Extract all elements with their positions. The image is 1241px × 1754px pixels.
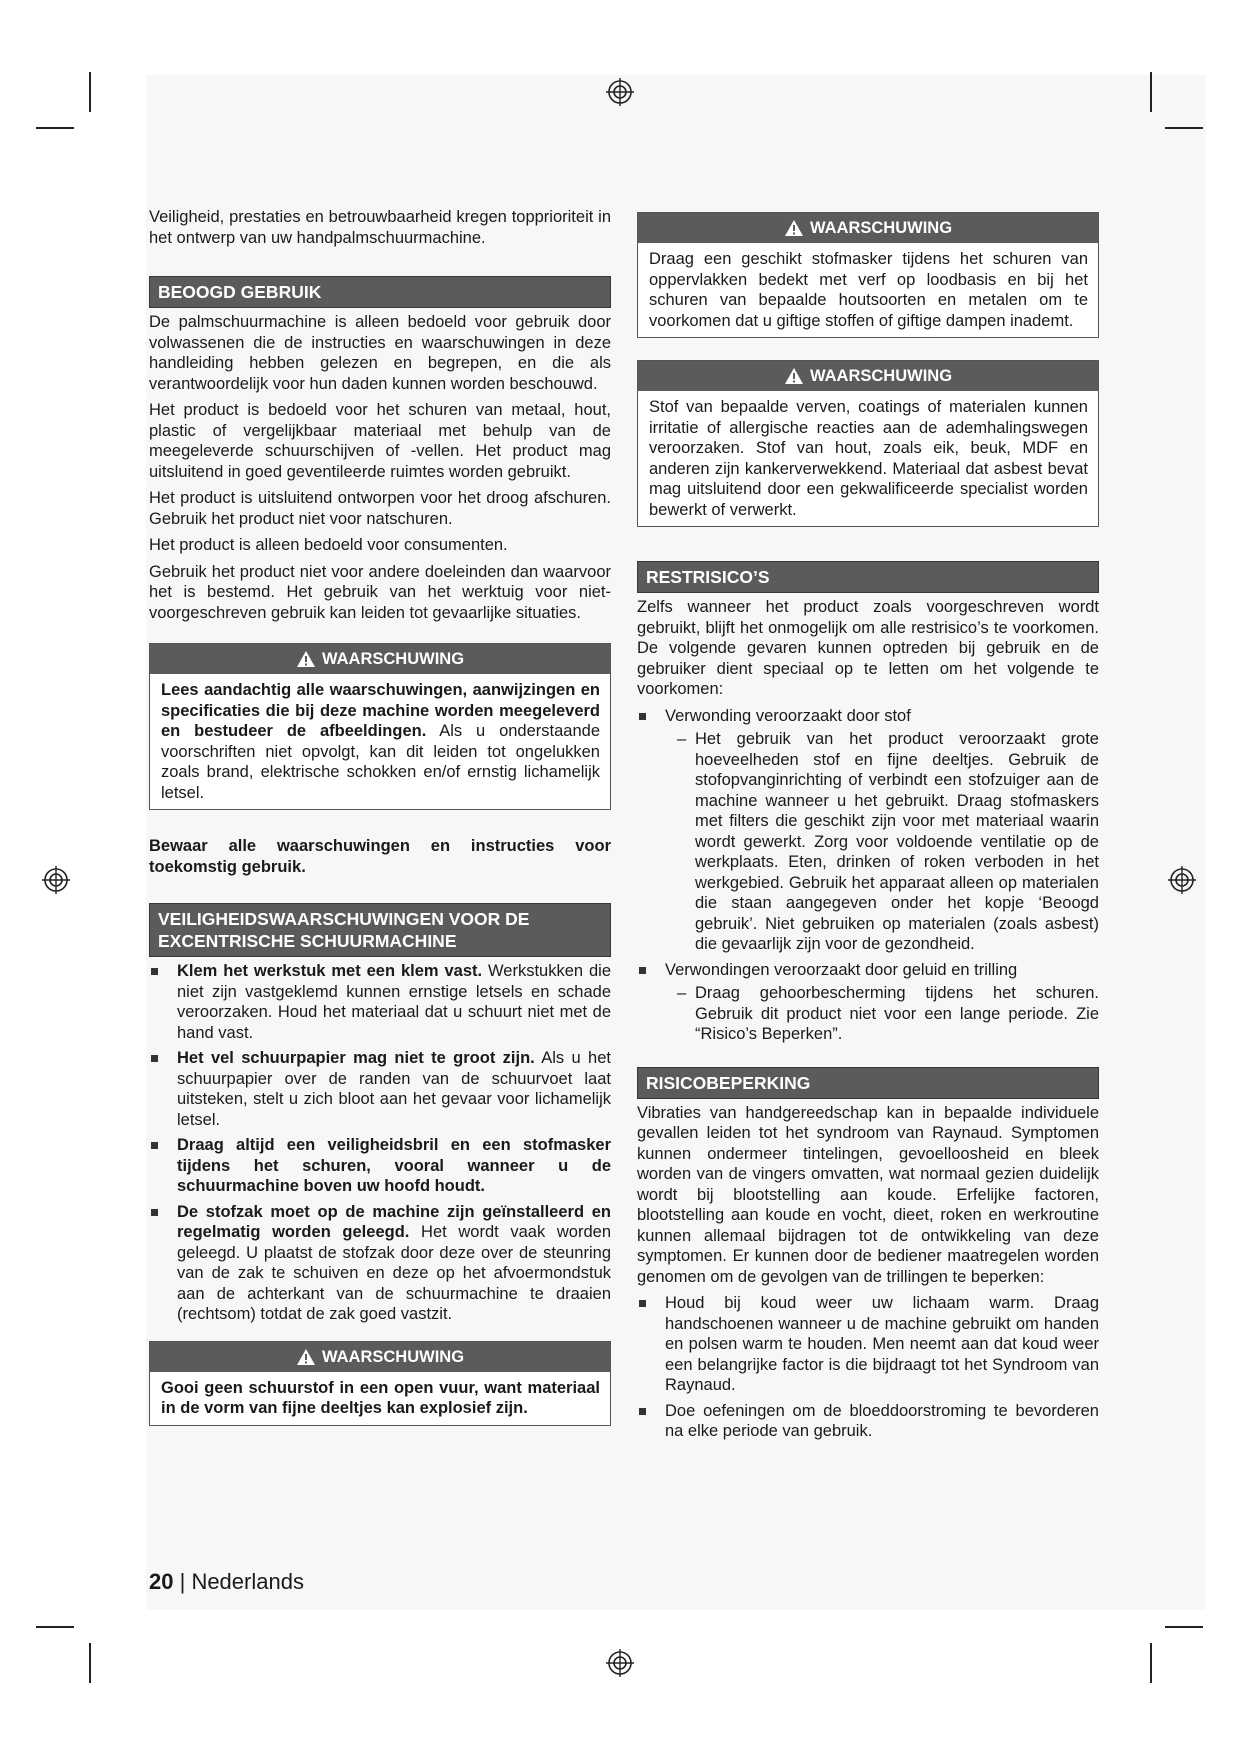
list-item-bold: Klem het werkstuk met een klem vast. (177, 962, 483, 980)
list-item-label: Verwonding veroorzaakt door stof (665, 706, 911, 725)
left-column (149, 207, 611, 1426)
list-item-bold: Het vel schuurpapier mag niet te groot zijn. (177, 1049, 535, 1067)
list-item: Houd bij koud weer uw lichaam warm. Draag handschoenen wanneer u de machine gebruikt om handen en polsen warm te houden. Men neemt aan dat koud weer een belangrijke factor is die bijdraagt tot het Syndroom van Raynaud. (637, 1293, 1099, 1396)
risicobeperking-list (637, 1293, 1099, 1442)
beoogd-paragraph: Het product is alleen bedoeld voor consumenten. (149, 536, 508, 554)
beoogd-paragraph: Het product is bedoeld voor het schuren van metaal, hout, plastic of vergelijkbaar materiaal met behulp van de meegeleverde schuurschijven of -vellen. Het product mag uitsluitend in goed geventileerde ruimtes worden gebruikt. (149, 401, 611, 481)
list-item: Doe oefeningen om de bloeddoorstroming te bevorderen na elke periode van gebruik. (637, 1401, 1099, 1442)
list-item (149, 1202, 611, 1325)
right-column (637, 212, 1099, 1448)
risicobeperking-intro: Vibraties van handgereedschap kan in bepaalde individuele gevallen leiden tot het syndroom van Raynaud. Symptomen kunnen ondermeer tintelingen, gevoelloosheid en bleek worden van de vingers omvatten, wat normaal gezien duidelijk wordt bij blootstelling aan koude. Erfelijke factoren, blootstelling aan koude en vocht, dieet, roken en werkroutine kunnen allemaal bijdragen tot de ontwikkeling van deze symptomen. Er kunnen door de bediener maatregelen worden genomen om de gevolgen van de trillingen te beperken: (637, 1103, 1099, 1286)
list-item (637, 706, 1099, 955)
list-item (149, 1048, 611, 1130)
warning-triangle-icon (296, 650, 316, 668)
warning-header (150, 644, 610, 674)
warning-body-text: Als u onderstaande voorschriften niet opvolgt, kan dit leiden tot ongelukken zoals brand, elektrische schokken en/of ernstig lichamelijk letsel. (161, 722, 600, 802)
crop-mark (1165, 1626, 1203, 1628)
warning-triangle-icon (296, 1348, 316, 1366)
section-title-beoogd-gebruik: BEOOGD GEBRUIK (149, 276, 611, 308)
warning-title: WAARSCHUWING (809, 367, 953, 385)
warning-title: WAARSCHUWING (321, 650, 465, 668)
crop-mark (1165, 127, 1203, 129)
crop-mark (36, 127, 74, 129)
crop-mark (89, 72, 91, 112)
section-title-veiligheidswaarschuwingen: VEILIGHEIDSWAARSCHUWINGEN VOOR DE EXCENTRISCHE SCHUURMACHINE (149, 903, 611, 957)
warning-title: WAARSCHUWING (809, 219, 953, 237)
list-item (149, 1135, 611, 1197)
registration-mark-icon (605, 1648, 635, 1678)
warning-triangle-icon (784, 367, 804, 385)
crop-mark (89, 1643, 91, 1683)
warning-title: WAARSCHUWING (321, 1347, 465, 1366)
warning-box (149, 643, 611, 810)
section-title-restrisicos: RESTRISICO’S (637, 561, 1099, 593)
restrisico-list (637, 706, 1099, 1045)
list-subitem: – Het gebruik van het product veroorzaakt grote hoeveelheden stof en fijne deeltjes. Gebruik de stofopvanginrichting of verbindt een stofzuiger aan de machine wanneer u het gebruikt. Draag stofmaskers met filters die geschikt zijn voor met materiaal waarin wordt gewerkt. Zorg voor voldoende ventilatie op de werkplaats. Eten, drinken of roken verboden in het werkgebied. Gebruik het apparaat alleen op materialen die staan aangegeven onder het kopje ‘Beoogd gebruik’. Niet gebruiken op materialen (zoals asbest) die gevaarlijk zijn voor de gezondheid. (677, 729, 1099, 955)
bewaar-text: Bewaar alle waarschuwingen en instructies voor toekomstig gebruik. (149, 837, 611, 876)
crop-mark (1150, 1643, 1152, 1683)
warning-header (638, 361, 1098, 391)
restrisico-intro: Zelfs wanneer het product zoals voorgeschreven wordt gebruikt, blijft het onmogelijk om alle restrisico’s te voorkomen. De volgende gevaren kunnen optreden bij gebruik en de gebruiker dient speciaal op te letten om het volgende te voorkomen: (637, 598, 1099, 698)
safety-list (149, 961, 611, 1325)
warning-box (637, 212, 1099, 338)
registration-mark-icon (1167, 865, 1197, 895)
list-item-bold: De stofzak moet op de machine zijn geïnstalleerd en regelmatig worden geleegd. (177, 1202, 611, 1241)
warning-box (149, 1341, 611, 1426)
warning-header (150, 1342, 610, 1372)
beoogd-paragraph: Gebruik het product niet voor andere doeleinden dan waarvoor het is bestemd. Het gebruik van het werktuig voor niet-voorgeschreven gebruik kan leiden tot gevaarlijke situaties. (149, 562, 611, 622)
list-item-label: Verwondingen veroorzaakt door geluid en trilling (665, 960, 1018, 979)
list-item-text: Als u het schuurpapier over de randen van de schuurvoet laat uitsteken, stelt u zich bloot aan het gevaar voor lichamelijk letsel. (177, 1049, 611, 1129)
list-item-bold: Draag altijd een veiligheidsbril en een stofmasker tijdens het schuren, vooral wanneer u de schuurmachine boven uw hoofd houdt. (177, 1136, 611, 1195)
registration-mark-icon (605, 77, 635, 107)
warning-header (638, 213, 1098, 243)
crop-mark (36, 1626, 74, 1628)
list-item-text: Het wordt vaak worden geleegd. U plaatst de stofzak door deze over de steunring van de zak te schuiven en deze op het afvoermondstuk aan de achterkant van de schuurmachine te draaien (rechtsom) totdat de zak goed vastzit. (177, 1223, 611, 1323)
list-item (637, 960, 1099, 1045)
warning-text: Stof van bepaalde verven, coatings of materialen kunnen irritatie of allergische reacties aan de ademhalingswegen veroorzaken. Stof van hout, zoals eik, beuk, MDF en anderen zijn kankerverwekkend. Materiaal dat asbest bevat mag uitsluitend door een gekwalificeerde specialist worden bewerkt of verwerkt. (649, 398, 1088, 519)
beoogd-paragraph: De palmschuurmachine is alleen bedoeld voor gebruik door volwassenen die de instructies en waarschuwingen in deze handleiding hebben gelezen en begrepen, en die als verantwoordelijk voor hun daden kunnen worden beschouwd. (149, 313, 611, 393)
footer-separator: | (173, 1569, 192, 1594)
warning-bold-text: Lees aandachtig alle waarschuwingen, aanwijzingen en specificaties die bij deze machine worden meegeleverd en bestudeer de afbeeldingen. (161, 681, 600, 740)
warning-box (637, 360, 1099, 527)
warning-triangle-icon (784, 219, 804, 237)
registration-mark-icon (41, 865, 71, 895)
footer-language: Nederlands (191, 1569, 304, 1594)
page-number: 20 (149, 1569, 174, 1594)
crop-mark (1150, 72, 1152, 112)
list-subitem: – Draag gehoorbescherming tijdens het schuren. Gebruik dit product niet voor een lange periode. Zie “Risico’s Beperken”. (677, 983, 1099, 1045)
warning-text: Gooi geen schuurstof in een open vuur, want materiaal in de vorm van fijne deeltjes kan explosief zijn. (161, 1378, 600, 1417)
section-title-risicobeperking: RISICOBEPERKING (637, 1067, 1099, 1099)
intro-text: Veiligheid, prestaties en betrouwbaarheid kregen topprioriteit in het ontwerp van uw handpalmschuurmachine. (149, 208, 611, 247)
list-item (149, 961, 611, 1043)
warning-text (150, 674, 610, 809)
page-footer (149, 1569, 304, 1595)
warning-text: Draag een geschikt stofmasker tijdens het schuren van oppervlakken bedekt met verf op loodbasis en bij het schuren van bepaalde houtsoorten en metalen om te voorkomen dat u giftige stoffen of giftige dampen inademt. (649, 250, 1088, 330)
beoogd-paragraph: Het product is uitsluitend ontworpen voor het droog afschuren. Gebruik het product niet voor natschuren. (149, 489, 611, 528)
list-item-text: Werkstukken die niet zijn vastgeklemd kunnen ernstige letsels en schade veroorzaken. Houd het materiaal dat u schuurt niet met de hand vast. (177, 962, 611, 1042)
